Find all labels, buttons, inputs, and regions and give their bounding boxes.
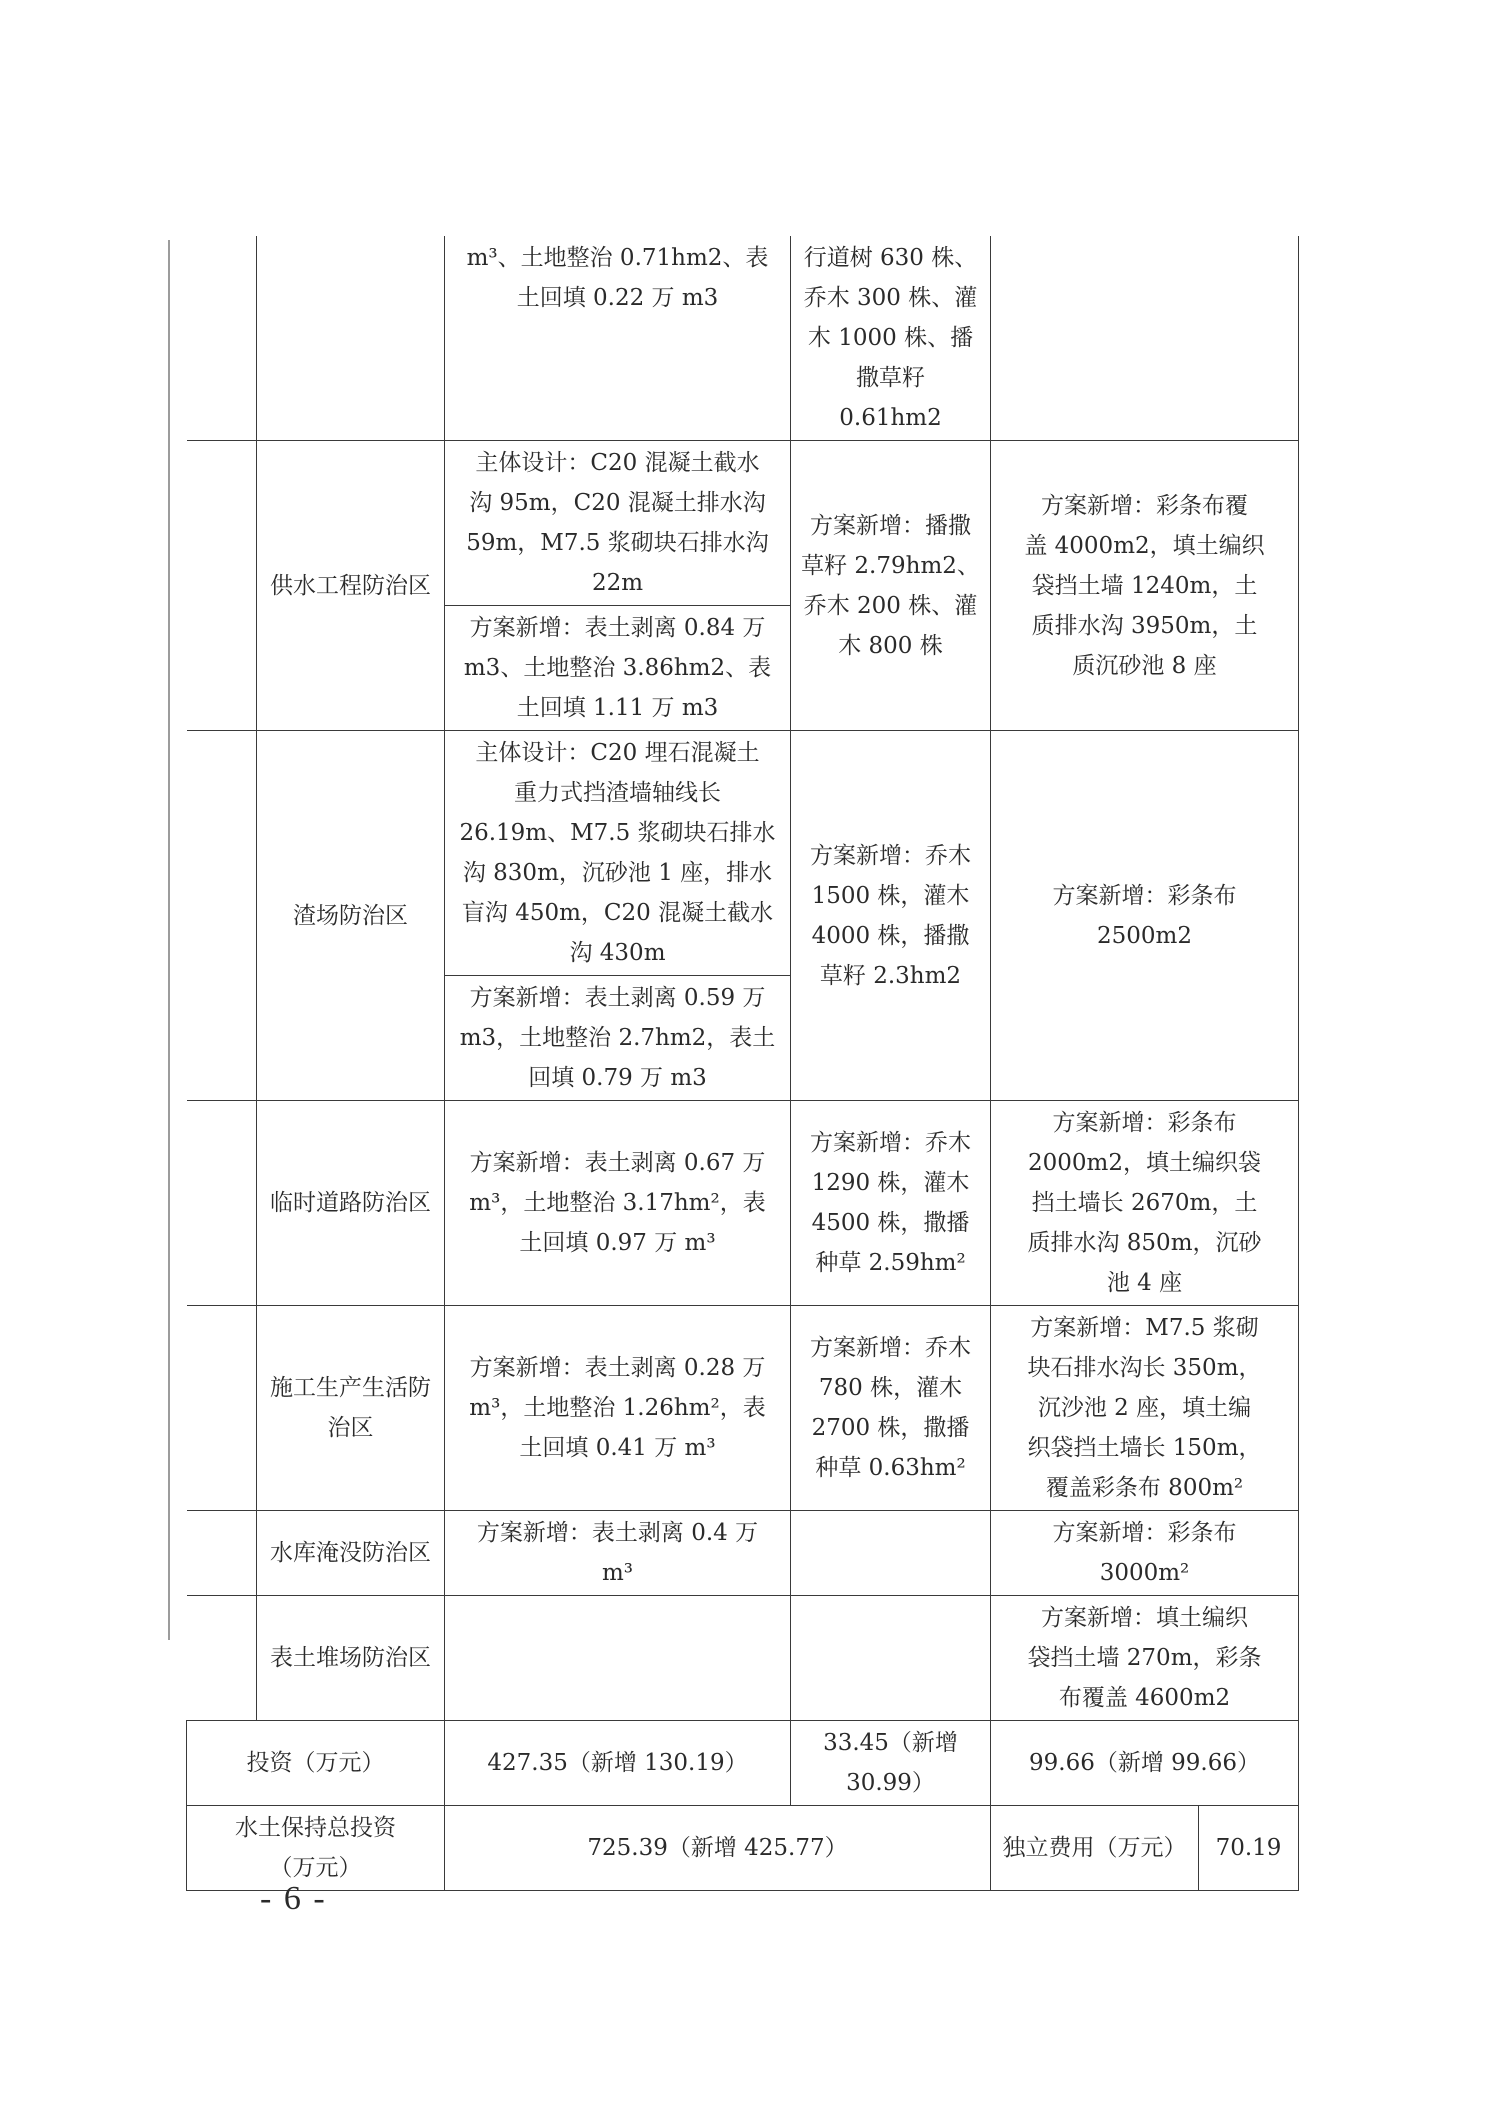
temporary-cell: 方案新增：彩条布覆 盖 4000m2，填土编织 袋挡土墙 1240m，土 质排水沟 3950m，土 质沉砂池 8 座 xyxy=(991,441,1299,731)
table-row xyxy=(187,731,1299,1101)
page-number: - 6 - xyxy=(260,1880,327,1917)
left-margin-line xyxy=(168,240,170,1640)
total-investment-label: 水土保持总投资 （万元） xyxy=(187,1806,445,1891)
engineering-cell: 方案新增：表土剥离 0.28 万 m³，土地整治 1.26hm²，表 土回填 0.41 万 m³ xyxy=(445,1306,791,1511)
zone-cell: 水库淹没防治区 xyxy=(257,1511,445,1596)
plant-cell: 方案新增：播撒 草籽 2.79hm2、 乔木 200 株、灌 木 800 株 xyxy=(791,441,991,731)
independent-fee-label: 独立费用（万元） xyxy=(991,1806,1199,1891)
temporary-cell: 方案新增：M7.5 浆砌 块石排水沟长 350m， 沉沙池 2 座，填土编 织袋挡土墙长 150m， 覆盖彩条布 800m² xyxy=(991,1306,1299,1511)
measures-table xyxy=(186,236,1298,1891)
table-row xyxy=(187,441,1299,731)
table-row xyxy=(187,236,1299,441)
total-row xyxy=(187,1806,1299,1891)
plant-cell xyxy=(791,1511,991,1596)
new-measure-cell: 方案新增：表土剥离 0.84 万 m3、土地整治 3.86hm2、表 土回填 1.11 万 m3 xyxy=(445,606,790,731)
total-investment-value: 725.39（新增 425.77） xyxy=(445,1806,991,1891)
engineering-cell: 方案新增：表土剥离 0.4 万 m³ xyxy=(445,1511,791,1596)
plant-cell xyxy=(791,1596,991,1721)
engineering-cell: 方案新增：表土剥离 0.67 万 m³，土地整治 3.17hm²，表 土回填 0.97 万 m³ xyxy=(445,1101,791,1306)
investment-plant: 33.45（新增 30.99） xyxy=(791,1721,991,1806)
investment-engineering: 427.35（新增 130.19） xyxy=(445,1721,791,1806)
main-design-cell: 主体设计：C20 埋石混凝土 重力式挡渣墙轴线长 26.19m、M7.5 浆砌块石排水 沟 830m，沉砂池 1 座，排水 盲沟 450m，C20 混凝土截水 沟 430m xyxy=(459,740,776,966)
investment-temporary: 99.66（新增 99.66） xyxy=(991,1721,1299,1806)
engineering-cell xyxy=(445,1596,791,1721)
zone-cell: 供水工程防治区 xyxy=(257,441,445,731)
zone-cell: 渣场防治区 xyxy=(257,731,445,1101)
temporary-cell: 方案新增：彩条布 2000m2，填土编织袋 挡土墙长 2670m，土 质排水沟 850m，沉砂 池 4 座 xyxy=(991,1101,1299,1306)
temporary-cell: 方案新增：彩条布 3000m² xyxy=(991,1511,1299,1596)
temporary-cell xyxy=(991,236,1299,441)
zone-cell: 临时道路防治区 xyxy=(257,1101,445,1306)
plant-cell: 方案新增：乔木 780 株，灌木 2700 株，撒播 种草 0.63hm² xyxy=(791,1306,991,1511)
plant-cell: 方案新增：乔木 1500 株，灌木 4000 株，播撒 草籽 2.3hm2 xyxy=(791,731,991,1101)
engineering-cell: m³、土地整治 0.71hm2、表 土回填 0.22 万 m3 xyxy=(445,236,791,441)
temporary-cell: 方案新增：彩条布 2500m2 xyxy=(991,731,1299,1101)
table-row xyxy=(187,1596,1299,1721)
plant-cell: 方案新增：乔木 1290 株，灌木 4500 株，撒播 种草 2.59hm² xyxy=(791,1101,991,1306)
main-design-cell: 主体设计：C20 混凝土截水 沟 95m，C20 混凝土排水沟 59m，M7.5 浆砌块石排水沟 22m xyxy=(466,450,769,596)
plant-cell: 行道树 630 株、 乔木 300 株、灌 木 1000 株、播 撒草籽 0.61hm2 xyxy=(791,236,991,441)
zone-cell: 表土堆场防治区 xyxy=(257,1596,445,1721)
investment-row xyxy=(187,1721,1299,1806)
table-row xyxy=(187,1511,1299,1596)
investment-label: 投资（万元） xyxy=(187,1721,445,1806)
new-measure-cell: 方案新增：表土剥离 0.59 万 m3，土地整治 2.7hm2，表土 回填 0.79 万 m3 xyxy=(445,976,790,1101)
independent-fee-value: 70.19 xyxy=(1199,1806,1299,1891)
table-row xyxy=(187,1306,1299,1511)
zone-cell xyxy=(257,236,445,441)
zone-cell: 施工生产生活防 治区 xyxy=(257,1306,445,1511)
temporary-cell: 方案新增：填土编织 袋挡土墙 270m，彩条 布覆盖 4600m2 xyxy=(991,1596,1299,1721)
table-row xyxy=(187,1101,1299,1306)
